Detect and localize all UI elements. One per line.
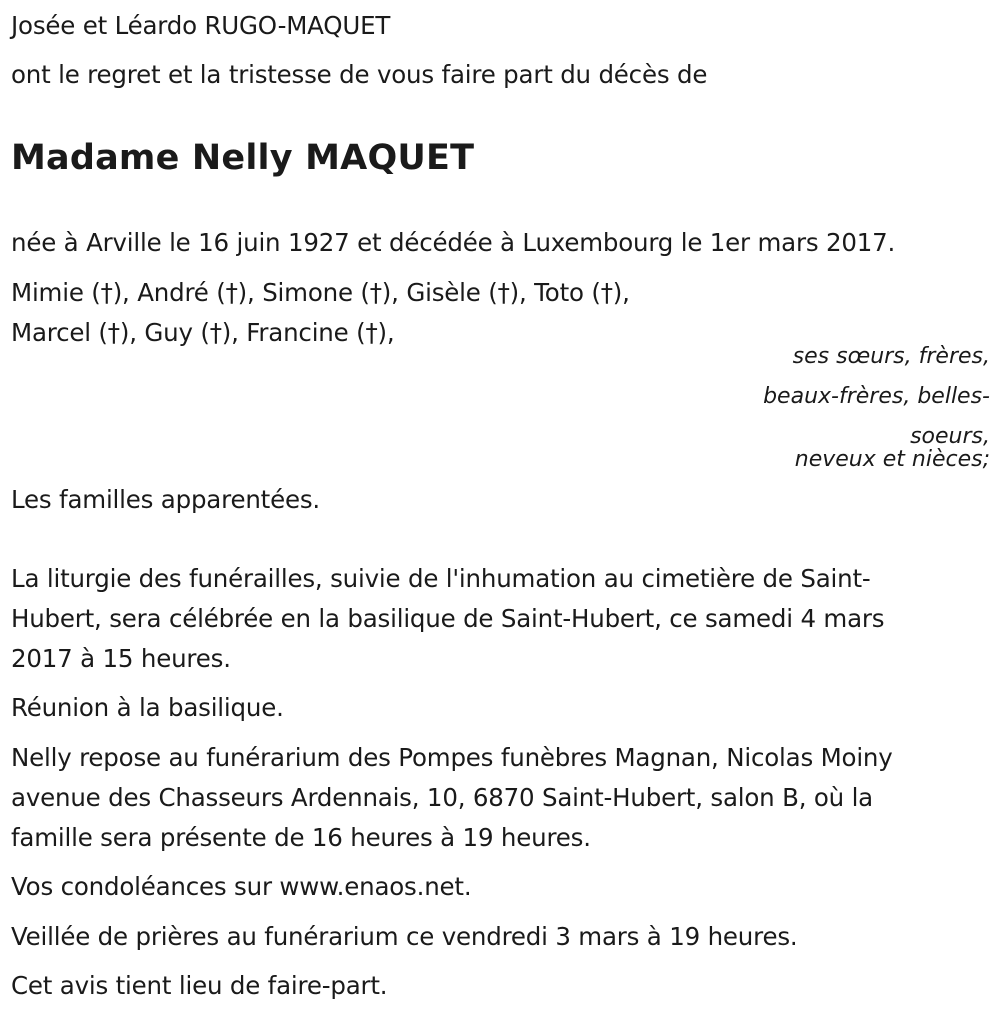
funeral-home-line: famille sera présente de 16 heures à 19 heures. xyxy=(11,823,591,852)
meeting-text: Réunion à la basilique. xyxy=(11,693,284,722)
relation-line: soeurs, xyxy=(910,424,990,449)
liturgy-line: La liturgie des funérailles, suivie de l'inhumation au cimetière de Saint- xyxy=(11,564,871,593)
families-text: Les familles apparentées. xyxy=(11,485,320,514)
birth-death-text: née à Arville le 16 juin 1927 et décédée à Luxembourg le 1er mars 2017. xyxy=(11,228,896,257)
deceased-name: Madame Nelly MAQUET xyxy=(11,138,475,178)
notice-text: Cet avis tient lieu de faire-part. xyxy=(11,971,388,1000)
liturgy-line: Hubert, sera célébrée en la basilique de Saint-Hubert, ce samedi 4 mars xyxy=(11,604,885,633)
funeral-home-line: avenue des Chasseurs Ardennais, 10, 6870 Saint-Hubert, salon B, où la xyxy=(11,783,873,812)
announcers: Josée et Léardo RUGO-MAQUET xyxy=(11,11,391,40)
intro-text: ont le regret et la tristesse de vous faire part du décès de xyxy=(11,60,708,89)
siblings-line-1: Mimie (†), André (†), Simone (†), Gisèle (†), Toto (†), xyxy=(11,278,630,307)
vigil-text: Veillée de prières au funérarium ce vendredi 3 mars à 19 heures. xyxy=(11,922,798,951)
relation-line: beaux-frères, belles- xyxy=(763,384,990,409)
siblings-line-2: Marcel (†), Guy (†), Francine (†), xyxy=(11,318,395,347)
relation-line: ses sœurs, frères, xyxy=(792,344,990,369)
condolences-text: Vos condoléances sur www.enaos.net. xyxy=(11,872,472,901)
relation-line: neveux et nièces; xyxy=(794,447,990,472)
liturgy-line: 2017 à 15 heures. xyxy=(11,644,231,673)
funeral-home-line: Nelly repose au funérarium des Pompes funèbres Magnan, Nicolas Moiny xyxy=(11,743,893,772)
